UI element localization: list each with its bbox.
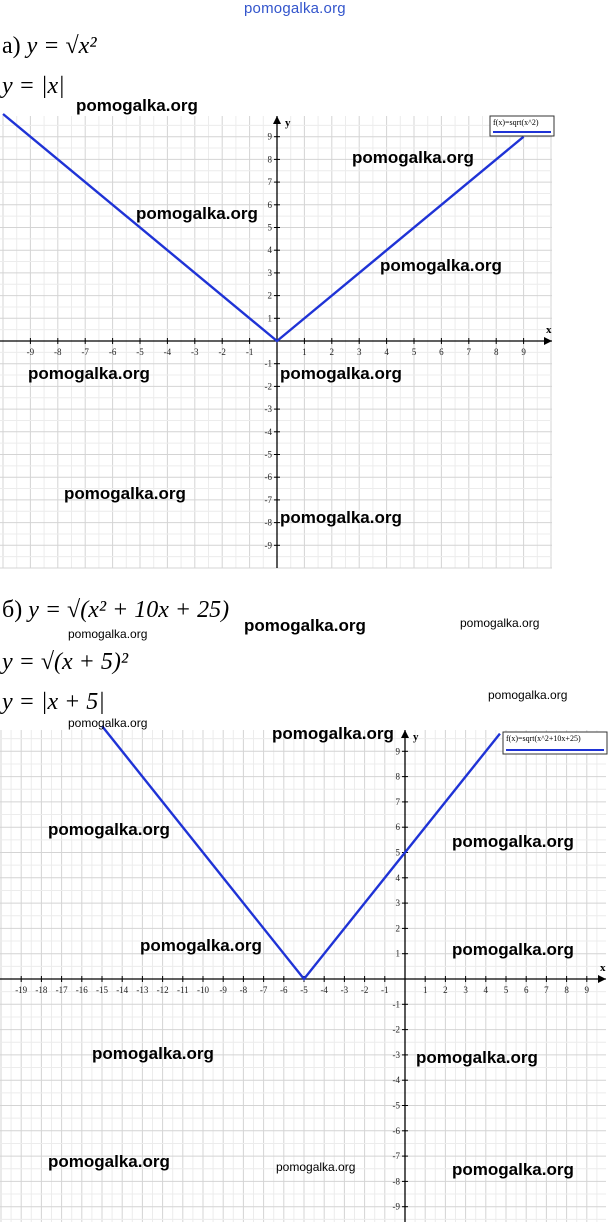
x-tick-label: 5 bbox=[503, 985, 509, 995]
x-tick-label: -1 bbox=[245, 347, 254, 357]
x-tick-label: 2 bbox=[329, 347, 335, 357]
y-tick-label: -4 bbox=[264, 426, 272, 437]
x-tick-label: -10 bbox=[197, 985, 209, 995]
x-tick-label: 5 bbox=[411, 347, 417, 357]
x-tick-label: -2 bbox=[218, 347, 226, 357]
watermark: pomogalka.org bbox=[280, 364, 402, 383]
watermark: pomogalka.org bbox=[92, 1044, 214, 1063]
legend-label: f(x)=sqrt(x^2) bbox=[493, 118, 539, 127]
x-tick-label: 6 bbox=[439, 347, 444, 357]
y-tick-label: 1 bbox=[267, 313, 272, 324]
y-tick-label: -6 bbox=[264, 472, 272, 483]
x-tick-label: -15 bbox=[96, 985, 108, 995]
part-a-formula-2: y = |x| bbox=[2, 73, 65, 99]
x-axis-label: x bbox=[546, 324, 552, 336]
x-tick-label: 2 bbox=[443, 985, 448, 995]
x-tick-label: -14 bbox=[116, 985, 129, 995]
y-tick-label: 8 bbox=[395, 771, 400, 782]
x-tick-label: -4 bbox=[320, 985, 328, 995]
watermark: pomogalka.org bbox=[272, 724, 394, 743]
x-tick-label: -9 bbox=[26, 347, 35, 357]
y-tick-label: 6 bbox=[267, 199, 272, 210]
y-tick-label: -3 bbox=[264, 404, 272, 415]
x-tick-label: -6 bbox=[108, 347, 117, 357]
x-tick-label: -13 bbox=[136, 985, 149, 995]
y-axis-label: y bbox=[285, 117, 291, 129]
y-tick-label: -6 bbox=[392, 1125, 400, 1136]
x-tick-label: -3 bbox=[340, 985, 349, 995]
part-b-formula-1 bbox=[2, 598, 229, 622]
y-tick-label: -5 bbox=[392, 1100, 400, 1111]
watermark: pomogalka.org bbox=[276, 1160, 356, 1174]
part-b-formula-2: y = √(x + 5)² bbox=[2, 649, 129, 675]
x-tick-label: -18 bbox=[35, 985, 48, 995]
x-tick-label: 4 bbox=[384, 347, 389, 357]
y-tick-label: -9 bbox=[392, 1201, 400, 1212]
x-tick-label: -1 bbox=[381, 985, 389, 995]
y-tick-label: 8 bbox=[267, 154, 272, 165]
watermark: pomogalka.org bbox=[488, 688, 568, 702]
part-a-letter: а) bbox=[2, 33, 21, 59]
y-tick-label: -8 bbox=[392, 1176, 400, 1187]
y-tick-label: 7 bbox=[395, 796, 400, 807]
x-tick-label: 3 bbox=[463, 985, 468, 995]
y-tick-label: 1 bbox=[395, 948, 400, 959]
watermark: pomogalka.org bbox=[452, 940, 574, 959]
y-axis-arrow bbox=[401, 730, 409, 738]
chart-b bbox=[0, 726, 609, 1226]
watermark: pomogalka.org bbox=[452, 832, 574, 851]
y-tick-label: 4 bbox=[267, 245, 272, 256]
x-tick-label: 9 bbox=[521, 347, 526, 357]
x-tick-label: 1 bbox=[422, 985, 428, 995]
y-tick-label: -1 bbox=[392, 999, 400, 1010]
x-tick-label: 3 bbox=[356, 347, 362, 357]
watermark: pomogalka.org bbox=[68, 627, 148, 641]
y-tick-label: -4 bbox=[392, 1075, 400, 1086]
y-tick-label: 3 bbox=[395, 898, 400, 909]
x-tick-label: -12 bbox=[156, 985, 169, 995]
site-watermark-header: pomogalka.org bbox=[244, 0, 346, 17]
watermark: pomogalka.org bbox=[380, 256, 502, 275]
watermark: pomogalka.org bbox=[136, 204, 258, 223]
part-a-formula-1 bbox=[2, 34, 97, 58]
x-tick-label: 8 bbox=[564, 985, 569, 995]
x-tick-label: 9 bbox=[584, 985, 590, 995]
y-tick-label: -8 bbox=[264, 517, 272, 528]
y-tick-label: 2 bbox=[267, 290, 272, 301]
x-axis-label: x bbox=[600, 962, 606, 974]
watermark: pomogalka.org bbox=[48, 820, 170, 839]
watermark: pomogalka.org bbox=[28, 364, 150, 383]
x-tick-label: -4 bbox=[163, 347, 172, 357]
y-tick-label: 3 bbox=[267, 267, 272, 278]
y-tick-label: 6 bbox=[395, 822, 400, 833]
x-tick-label: 1 bbox=[302, 347, 307, 357]
watermark: pomogalka.org bbox=[352, 148, 474, 167]
x-tick-label: -19 bbox=[15, 985, 28, 995]
part-b-formula-3: y = |x + 5| bbox=[2, 689, 105, 715]
legend-label: f(x)=sqrt(x^2+10x+25) bbox=[506, 734, 581, 743]
part-b-letter: б) bbox=[2, 597, 23, 623]
x-tick-label: -9 bbox=[219, 985, 227, 995]
watermark: pomogalka.org bbox=[64, 484, 186, 503]
watermark: pomogalka.org bbox=[68, 716, 148, 730]
x-tick-label: 6 bbox=[523, 985, 529, 995]
x-tick-label: -5 bbox=[136, 347, 144, 357]
y-tick-label: 9 bbox=[395, 746, 400, 757]
x-tick-label: 4 bbox=[483, 985, 489, 995]
y-tick-label: 7 bbox=[267, 177, 272, 188]
watermark: pomogalka.org bbox=[76, 96, 198, 115]
y-tick-label: -2 bbox=[392, 1024, 400, 1035]
y-tick-label: -9 bbox=[264, 540, 272, 551]
x-tick-label: -6 bbox=[280, 985, 288, 995]
y-axis-arrow bbox=[273, 116, 281, 124]
y-axis-label: y bbox=[413, 731, 419, 743]
x-tick-label: -17 bbox=[55, 985, 68, 995]
y-tick-label: -7 bbox=[392, 1151, 400, 1162]
y-tick-label: 5 bbox=[267, 222, 272, 233]
x-tick-label: -8 bbox=[239, 985, 248, 995]
x-tick-label: -16 bbox=[75, 985, 88, 995]
x-tick-label: -8 bbox=[54, 347, 62, 357]
x-tick-label: -3 bbox=[191, 347, 199, 357]
x-tick-label: 7 bbox=[466, 347, 472, 357]
watermark: pomogalka.org bbox=[244, 616, 366, 635]
watermark: pomogalka.org bbox=[48, 1152, 170, 1171]
watermark: pomogalka.org bbox=[416, 1048, 538, 1067]
y-tick-label: 4 bbox=[395, 872, 400, 883]
x-tick-label: -7 bbox=[81, 347, 89, 357]
y-tick-label: -2 bbox=[264, 381, 272, 392]
x-tick-label: -5 bbox=[300, 985, 308, 995]
y-tick-label: 9 bbox=[267, 131, 272, 142]
x-tick-label: 8 bbox=[493, 347, 499, 357]
watermark: pomogalka.org bbox=[280, 508, 402, 527]
x-tick-label: -11 bbox=[176, 985, 189, 995]
x-tick-label: -2 bbox=[360, 985, 369, 995]
x-tick-label: 7 bbox=[544, 985, 549, 995]
y-tick-label: -5 bbox=[264, 449, 272, 460]
watermark: pomogalka.org bbox=[452, 1160, 574, 1179]
y-tick-label: -3 bbox=[392, 1049, 400, 1060]
x-axis-arrow bbox=[598, 975, 606, 983]
watermark: pomogalka.org bbox=[460, 616, 540, 630]
x-tick-label: -7 bbox=[259, 985, 268, 995]
part-b-formula-1-text: y = √(x² + 10x + 25) bbox=[28, 597, 230, 623]
y-tick-label: 5 bbox=[395, 847, 400, 858]
y-tick-label: -1 bbox=[264, 358, 272, 369]
y-tick-label: 2 bbox=[395, 923, 400, 934]
part-a-formula-1-text: y = √x² bbox=[26, 33, 97, 59]
watermark: pomogalka.org bbox=[140, 936, 262, 955]
y-tick-label: -7 bbox=[264, 494, 272, 505]
